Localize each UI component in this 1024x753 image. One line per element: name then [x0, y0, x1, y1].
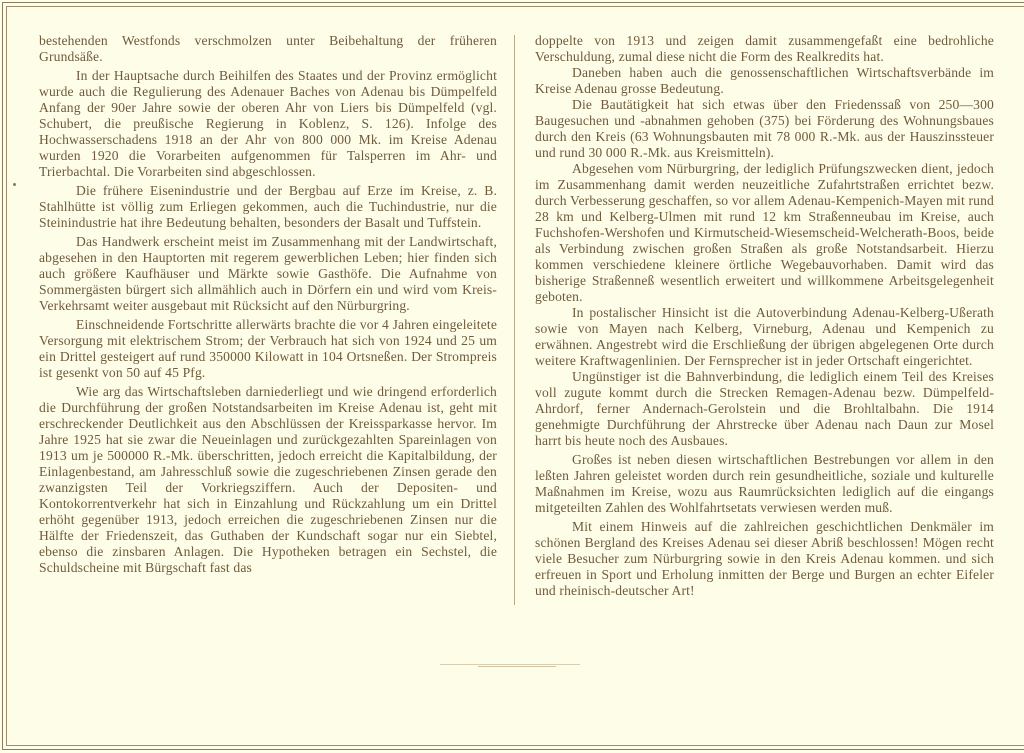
paragraph: Ungünstiger ist die Bahnverbindung, die lediglich einem Teil des Kreises voll zugute kommt durch die Strecken Remagen-Adenau bezw. Dümpelfeld-Ahrdorf, ferner Andernach-Gerolstein und die Brohltalbahn. Die 1914 genehmigte Durchführung der Ahrstrecke über Adenau nach Daun zur Mosel harrt bis heute noch des Ausbaues.: [535, 369, 994, 448]
ornament-line: [440, 664, 580, 665]
paragraph: bestehenden Westfonds verschmolzen unter Beibehaltung der früheren Grundsäße.: [39, 33, 497, 64]
paragraph: doppelte von 1913 und zeigen damit zusammengefaßt eine bedrohliche Verschuldung, zumal diese nicht die Form des Realkredits hat.: [535, 33, 994, 64]
paragraph: Die frühere Eisenindustrie und der Bergbau auf Erze im Kreise, z. B. Stahlhütte ist völlig zum Erliegen gekommen, auch die Tuchindustrie, nur die Steinindustrie hat ihre Bedeutung behalten, besonders der Basalt und Tuffstein.: [39, 183, 497, 230]
paragraph: In der Hauptsache durch Beihilfen des Staates und der Provinz ermöglicht wurde auch die Regulierung des Adenauer Baches von Adenau bis Dümpelfeld Anfang der 90er Jahre sowie der oberen Ahr von Liers bis Dümpelfeld (vgl. Schubert, die preußische Regierung in Koblenz, S. 126). Infolge des Hochwasserschadens 1918 an der Ahr von 800 000 Mk. im Kreise Adenau wurden 1920 die Vorarbeiten aufgenommen für Talsperren im Ahr- und Trierbachtal. Die Vorarbeiten sind abgeschlossen.: [39, 68, 497, 179]
ornament-line: [478, 666, 556, 667]
paragraph: Großes ist neben diesen wirtschaftlichen Bestrebungen vor allem in den leßten Jahren geleistet worden durch rein gesundheitliche, soziale und kulturelle Maßnahmen im Kreise, wozu aus Raumrücksichten lediglich auf die eingangs mitgeteilten Zahlen des Wohlfahrtsetats verwiesen werden muß.: [535, 452, 994, 515]
paragraph: Einschneidende Fortschritte allerwärts brachte die vor 4 Jahren eingeleitete Versorgung mit elektrischem Strom; der Verbrauch hat sich von 1924 und 25 um ein Drittel gesteigert auf rund 350000 Kilowatt in 104 Ortsneßen. Der Strompreis ist gesenkt von 50 auf 45 Pfg.: [39, 317, 497, 380]
paragraph: Daneben haben auch die genossenschaftlichen Wirtschaftsverbände im Kreise Adenau grosse Bedeutung.: [535, 65, 994, 96]
paragraph: Das Handwerk erscheint meist im Zusammenhang mit der Landwirtschaft, abgesehen in den Hauptorten mit regerem gewerblichen Leben; hier finden sich auch größere Kaufhäuser und Märkte sowie Gasthöfe. Die Aufnahme von Sommergästen bürgert sich allmählich auch in Dörfern ein und wird vom Kreis-Verkehrsamt weiter ausgebaut mit Rücksicht auf den Nürburgring.: [39, 234, 497, 313]
paragraph: Abgesehen vom Nürburgring, der lediglich Prüfungszwecken dient, jedoch im Zusammenhang damit werden neuzeitliche Zufahrtstraßen errichtet bezw. durch Verbesserung geschaffen, so vor allem Adenau-Kempenich-Mayen mit rund 28 km und Kelberg-Ulmen mit rund 12 km Straßenneubau im Kreise, auch Fuchshofen-Wershofen und Kirmutscheid-Wiesemscheid-Welcherath-Boos, beide als Verbindung zwischen großen Straßen als große Notstandsarbeit. Hierzu kommen verschiedene kleinere örtliche Wegebauvorhaben. Damit wird das bisherige Straßenneß wesentlich erweitert und willkommene Arbeitsgelegenheit geboten.: [535, 161, 994, 304]
paragraph: In postalischer Hinsicht ist die Autoverbindung Adenau-Kelberg-Ußerath sowie von Mayen nach Kelberg, Virneburg, Adenau und Kempenich zu erwähnen. Angestrebt wird die Erschließung der übrigen abgelegenen Orte durch weitere Kraftwagenlinien. Der Fernsprecher ist in jeder Ortschaft eingerichtet.: [535, 305, 994, 368]
right-column: [535, 33, 994, 599]
paragraph: Mit einem Hinweis auf die zahlreichen geschichtlichen Denkmäler im schönen Bergland des Kreises Adenau sei dieser Abriß beschlossen! Mögen recht viele Besucher zum Nürburgring sowie in den Kreis Adenau kommen. und sich erfreuen in Sport und Erholung inmitten der Berge und Burgen an echter Eifeler und rheinisch-deutscher Art!: [535, 519, 994, 598]
margin-mark: [13, 183, 16, 186]
column-divider: [514, 35, 515, 605]
left-column: [39, 33, 497, 576]
paragraph: Die Bautätigkeit hat sich etwas über den Friedenssaß von 250—300 Baugesuchen und -abnahmen gehoben (375) bei Förderung des Wohnungsbaues durch den Kreis (63 Wohnungsbauten mit 78 000 R.-Mk. aus der Hauszinssteuer und rund 30 000 R.-Mk. aus Kreismitteln).: [535, 97, 994, 160]
end-ornament: [440, 664, 580, 666]
paragraph: Wie arg das Wirtschaftsleben darniederliegt und wie dringend erforderlich die Durchführung der großen Notstandsarbeiten im Kreise Adenau ist, geht mit erschreckender Deutlichkeit aus den Abschlüssen der Kreissparkasse hervor. Im Jahre 1925 hat sie zwar die Neueinlagen und zurückgezahlten Spareinlagen von 1913 um je 500000 R.-Mk. überschritten, jedoch erreicht die Kapitalbildung, der Einlagenbestand, am Jahresschluß sowie die zugeschriebenen Zinsen gerade den zwanzigsten Teil der Vorkriegsziffern. Auch der Depositen- und Kontokorrentverkehr hat sich in Einzahlung und Rückzahlung um ein Drittel erhöht gegenüber 1913, jedoch erreichen die zugeschriebenen Zinsen nur die Hälfte der Friedenszeit, das Guthaben der Kundschaft sogar nur ein Siebtel, ebenso die zinsbaren Anlagen. Die Hypotheken betragen ein Sechstel, die Schuldscheine mit Bürgschaft fast das: [39, 384, 497, 575]
